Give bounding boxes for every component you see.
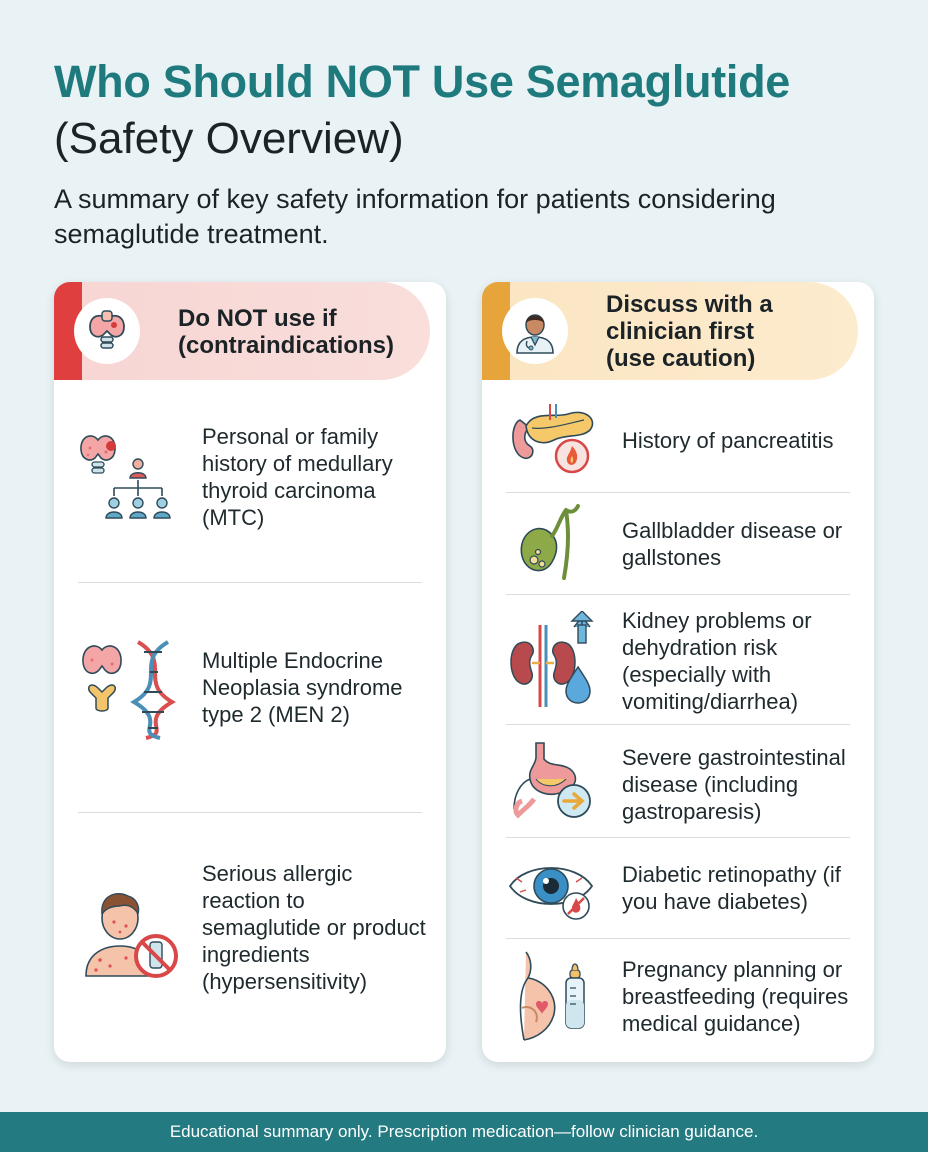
heading-line: clinician first <box>606 318 755 345</box>
list-item-text: Multiple Endocrine Neoplasia syndrome type 2 (MEN 2) <box>202 647 403 727</box>
divider <box>78 582 422 583</box>
eye-icon <box>506 848 600 928</box>
thyroid-family-history-icon <box>76 422 186 532</box>
list-item <box>76 402 426 552</box>
heading-line: Do NOT use if <box>178 305 337 332</box>
list-item <box>506 946 856 1046</box>
page-title-subline: (Safety Overview) <box>54 114 404 163</box>
list-item <box>76 612 426 762</box>
divider <box>78 812 422 813</box>
list-item-text: Diabetic retinopathy (if you have diabetes) <box>622 862 841 914</box>
doctor-icon <box>502 298 568 364</box>
heading-line: (contraindications) <box>178 332 395 359</box>
caution-card <box>482 282 874 1062</box>
contraindications-title <box>178 305 394 359</box>
caution-title <box>606 291 773 372</box>
list-item <box>76 842 426 1012</box>
allergic-reaction-icon <box>76 872 186 982</box>
endocrine-dna-icon <box>76 632 186 742</box>
thyroid-icon <box>74 298 140 364</box>
pregnancy-icon <box>506 948 600 1044</box>
divider <box>506 594 850 595</box>
contraindications-header <box>54 282 430 380</box>
list-item-text: History of pancreatitis <box>622 427 834 453</box>
list-item <box>506 732 856 836</box>
kidney-icon <box>506 611 600 711</box>
list-item-text: Gallbladder disease or gallstones <box>622 518 843 570</box>
page-title: Who Should NOT Use Semaglutide <box>54 56 791 107</box>
divider <box>506 938 850 939</box>
divider <box>506 724 850 725</box>
gallbladder-icon <box>506 504 600 584</box>
list-item-text: Severe gastrointestinal disease (including gastroparesis) <box>622 744 846 824</box>
heading-line: Discuss with a <box>606 291 773 318</box>
footer-disclaimer <box>0 1112 928 1152</box>
caution-header <box>482 282 858 380</box>
divider <box>506 492 850 493</box>
list-item-text: Pregnancy planning or breastfeeding (requires medical guidance) <box>622 956 849 1036</box>
footer-text: Educational summary only. Prescription medication—follow clinician guidance. <box>169 1122 759 1141</box>
pancreas-icon <box>506 400 600 480</box>
list-item <box>506 844 856 932</box>
divider <box>506 837 850 838</box>
list-item <box>506 602 856 720</box>
list-item-text: Kidney problems or dehydration risk (especially with vomiting/diarrhea) <box>622 608 812 714</box>
list-item <box>506 394 856 486</box>
list-item-text: Serious allergic reaction to semaglutide or product ingredients (hypersensitivity) <box>202 860 426 994</box>
stomach-icon <box>506 739 600 829</box>
page-subtitle: A summary of key safety information for patients considering semaglutide treatment. <box>54 184 776 249</box>
list-item <box>506 500 856 588</box>
contraindications-card <box>54 282 446 1062</box>
heading-line: (use caution) <box>606 345 756 372</box>
list-item-text: Personal or family history of medullary thyroid carcinoma (MTC) <box>202 424 393 530</box>
